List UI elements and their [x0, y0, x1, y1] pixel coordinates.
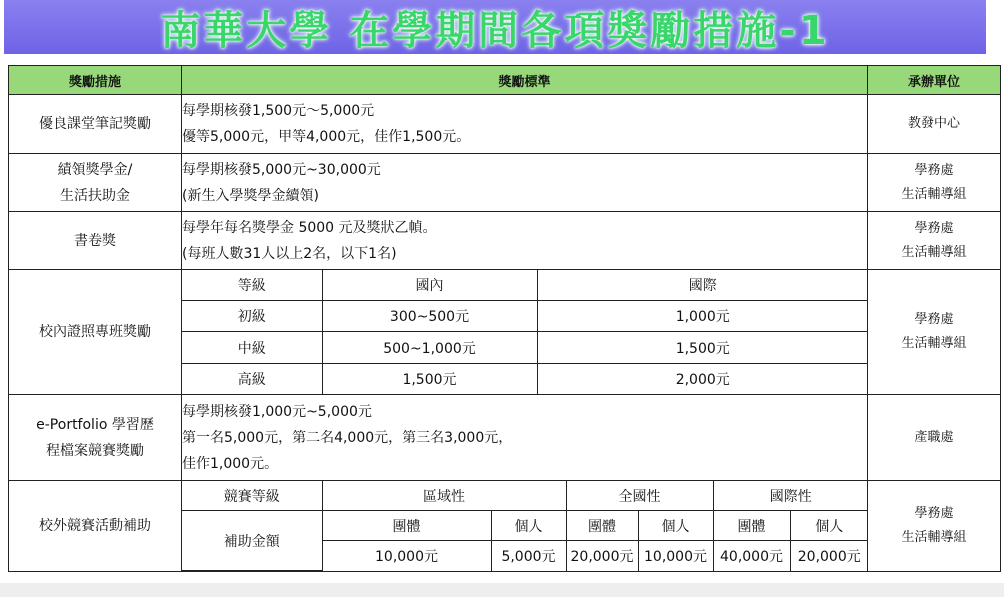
header-unit: 承辦單位 — [868, 66, 1001, 95]
group-label: 團體 — [566, 511, 638, 541]
unit-line: 生活輔導組 — [901, 336, 967, 351]
individual-label: 個人 — [491, 511, 566, 541]
unit-line: 生活輔導組 — [901, 530, 967, 545]
subheader-level: 等級 — [182, 270, 322, 301]
standard-cell — [182, 95, 868, 154]
measure-name: 校外競賽活動補助 — [9, 481, 182, 572]
unit-line: 生活輔導組 — [901, 186, 967, 202]
title-banner — [4, 0, 986, 54]
amount-cell: 5,000元 — [491, 541, 566, 571]
standard-line: (每班人數31人以上2名，以下1名) — [182, 245, 397, 262]
standard-cell — [182, 395, 868, 481]
standard-line: 每學期核發1,500元～5,000元 — [182, 103, 375, 119]
footer-strip — [0, 583, 1004, 597]
unit-name: 產職處 — [868, 395, 1001, 481]
standard-line: 第一名5,000元，第二名4,000元，第三名3,000元， — [182, 429, 513, 446]
subheader-domestic: 國內 — [322, 270, 537, 301]
table-row — [9, 395, 1001, 481]
unit-line: 學務處 — [914, 162, 954, 178]
unit-name — [868, 481, 1001, 572]
measure-name-line: 績領獎學金/ — [57, 161, 133, 178]
header-measure: 獎勵措施 — [9, 66, 182, 95]
measure-name-line: e-Portfolio 學習歷 — [36, 416, 154, 433]
measure-name — [9, 395, 182, 481]
domestic-cell: 1,500元 — [322, 363, 537, 394]
table-row — [9, 95, 1001, 154]
amount-cell: 20,000元 — [790, 541, 868, 571]
standard-line: 每學期核發1,000元~5,000元 — [182, 403, 372, 420]
measure-name: 校內證照專班獎勵 — [9, 270, 182, 395]
certificate-subtable — [182, 270, 868, 394]
amount-cell: 40,000元 — [713, 541, 790, 571]
standard-line: 佳作1,000元。 — [182, 455, 279, 472]
domestic-cell: 300~500元 — [322, 301, 537, 332]
page-title: 南華大學 在學期間各項獎勵措施-1 — [160, 7, 830, 54]
amount-cell: 10,000元 — [638, 541, 713, 571]
measure-name-line: 生活扶助金 — [60, 187, 130, 204]
standard-line: 優等5,000元，甲等4,000元，佳作1,500元。 — [182, 129, 471, 145]
table-header-row — [9, 66, 1001, 95]
level-cell: 初級 — [182, 301, 322, 332]
amount-cell: 10,000元 — [322, 541, 491, 571]
table-row — [9, 481, 1001, 572]
unit-name — [868, 212, 1001, 270]
table-row — [9, 212, 1001, 270]
subheader-intl: 國際 — [537, 270, 868, 301]
measure-name — [9, 154, 182, 212]
level-cell: 高級 — [182, 363, 322, 394]
competition-subtable-cell — [182, 481, 868, 572]
intl-cell: 2,000元 — [537, 363, 868, 394]
competition-subtable — [182, 481, 868, 571]
level-cell: 中級 — [182, 332, 322, 363]
standard-cell — [182, 154, 868, 212]
individual-label: 個人 — [638, 511, 713, 541]
group-label: 團體 — [713, 511, 790, 541]
measure-name: 書卷獎 — [9, 212, 182, 270]
unit-line: 生活輔導組 — [901, 244, 967, 260]
standard-cell — [182, 212, 868, 270]
unit-name — [868, 270, 1001, 395]
subheader-national: 全國性 — [566, 481, 713, 511]
unit-line: 學務處 — [914, 220, 954, 236]
measure-name-line: 程檔案競賽獎勵 — [46, 442, 144, 459]
standard-line: 每學期核發5,000元~30,000元 — [182, 161, 381, 178]
header-standard: 獎勵標準 — [182, 66, 868, 95]
unit-line: 學務處 — [914, 506, 954, 521]
unit-name — [868, 154, 1001, 212]
individual-label: 個人 — [790, 511, 868, 541]
unit-line: 學務處 — [914, 312, 954, 327]
domestic-cell: 500~1,000元 — [322, 332, 537, 363]
standard-line: 每學年每名獎學金 5000 元及獎狀乙幀。 — [182, 219, 437, 236]
standard-line: (新生入學獎學金續領) — [182, 187, 319, 204]
amount-cell: 20,000元 — [566, 541, 638, 571]
table-row — [9, 154, 1001, 212]
subheader-level: 競賽等級 — [182, 481, 322, 511]
unit-name: 教發中心 — [868, 95, 1001, 154]
intl-cell: 1,000元 — [537, 301, 868, 332]
table-row — [9, 270, 1001, 395]
certificate-subtable-cell — [182, 270, 868, 395]
amount-label: 補助金額 — [182, 511, 322, 571]
subheader-intl: 國際性 — [713, 481, 868, 511]
rewards-table — [8, 65, 1001, 572]
subheader-regional: 區域性 — [322, 481, 566, 511]
group-label: 團體 — [322, 511, 491, 541]
intl-cell: 1,500元 — [537, 332, 868, 363]
measure-name: 優良課堂筆記獎勵 — [9, 95, 182, 154]
